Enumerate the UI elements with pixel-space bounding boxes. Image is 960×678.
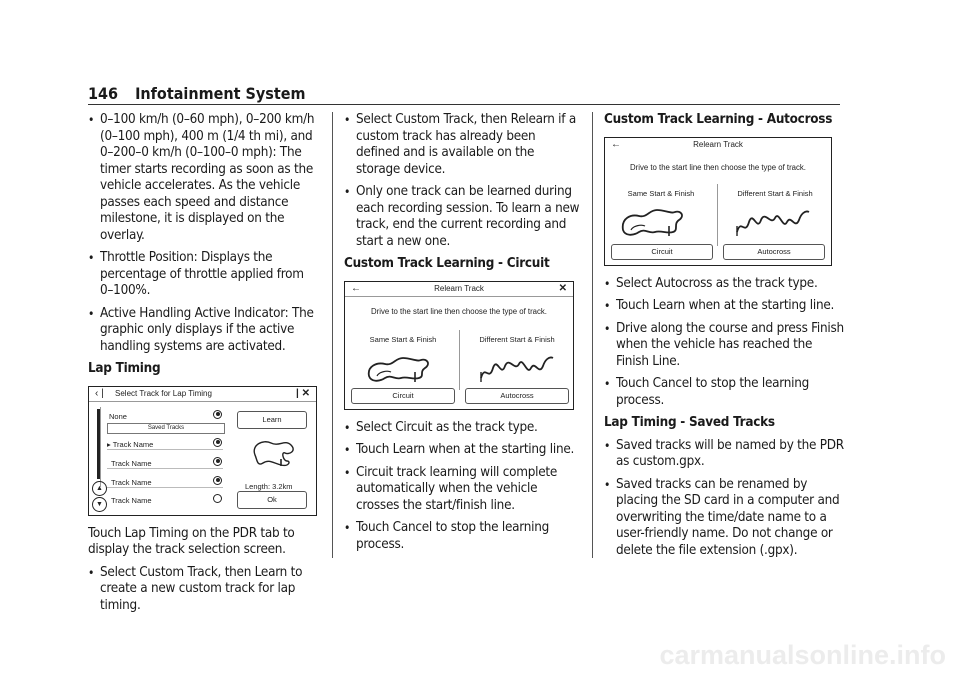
none-option[interactable]: None — [109, 411, 127, 421]
back-arrow-icon[interactable]: ‹ | — [95, 387, 104, 399]
bullet: • Touch Cancel to stop the learning process. — [604, 376, 844, 409]
scroll-up-icon[interactable]: ▲ — [92, 481, 107, 496]
circuit-button[interactable]: Circuit — [611, 244, 713, 260]
bullet: • Saved tracks can be renamed by placing the SD card in a computer and overwriting the time/date name to a user-friendly name. Do not change or delete the file extension (.gpx). — [604, 477, 844, 560]
divider — [107, 449, 223, 450]
bullet: • Saved tracks will be named by the PDR as custom.gpx. — [604, 438, 844, 471]
screen-title: Relearn Track — [434, 283, 484, 293]
ok-button[interactable]: Ok — [237, 491, 307, 509]
circuit-track-icon — [619, 204, 691, 240]
close-icon[interactable]: | ✕ — [296, 387, 310, 399]
screen-title-bar — [89, 387, 316, 402]
learn-button[interactable]: Learn — [237, 411, 307, 429]
screen-title-bar — [345, 282, 573, 297]
bullet: • 0–100 km/h (0–60 mph), 0–200 km/h (0–100 mph), 400 m (1/4 th mi), and 0–200–0 km/h (0–100–0 mph): The timer starts recording as soon as the vehicle accelerates. As the vehicle passes each speed and distance milestone, it is displayed on the overlay. — [88, 112, 320, 244]
divider — [107, 487, 223, 488]
bullet: • Touch Learn when at the starting line. — [604, 298, 844, 315]
bullet: • Throttle Position: Displays the percentage of throttle applied from 0–100%. — [88, 250, 320, 300]
bullet: • Drive along the course and press Finish when the vehicle has reached the Finish Line. — [604, 321, 844, 371]
screen-title: Relearn Track — [693, 139, 743, 149]
paragraph: Touch Lap Timing on the PDR tab to display the track selection screen. — [88, 525, 295, 557]
page-number: 146 — [88, 84, 119, 103]
autocross-button[interactable]: Autocross — [723, 244, 825, 260]
radio-track[interactable] — [213, 457, 222, 466]
column-2 — [344, 112, 580, 559]
track-option[interactable]: Track Name — [111, 477, 152, 487]
column-divider-1 — [332, 112, 333, 558]
section-title: Infotainment System — [135, 84, 306, 103]
track-length: Length: 3.2km — [245, 481, 293, 491]
divider — [107, 468, 223, 469]
bullet: • Circuit track learning will complete automatically when the vehicle crosses the start/finish line. — [344, 465, 580, 515]
option-divider — [459, 330, 460, 390]
track-option[interactable]: ▸ Track Name — [107, 439, 154, 449]
autocross-button[interactable]: Autocross — [465, 388, 569, 404]
different-start-finish-label: Different Start & Finish — [479, 334, 555, 344]
back-arrow-icon[interactable]: ← — [611, 138, 621, 150]
option-divider — [717, 184, 718, 246]
bullet: • Only one track can be learned during each recording session. To learn a new track, end the current recording and start a new one. — [344, 184, 580, 250]
bullet: • Touch Cancel to stop the learning process. — [344, 520, 580, 553]
same-start-finish-label: Same Start & Finish — [627, 188, 695, 198]
column-divider-2 — [592, 112, 593, 558]
radio-none[interactable] — [213, 410, 222, 419]
close-icon[interactable]: ✕ — [558, 282, 567, 294]
lap-timing-screen — [88, 386, 317, 516]
circuit-track-icon — [365, 352, 437, 384]
radio-track[interactable] — [213, 438, 222, 447]
instruction-text: Drive to the start line then choose the type of track. — [630, 162, 806, 172]
header-rule — [88, 104, 840, 105]
screen-title: Select Track for Lap Timing — [115, 388, 212, 398]
bullet: • Select Circuit as the track type. — [344, 420, 580, 437]
autocross-track-icon — [479, 352, 555, 384]
track-map-icon — [249, 435, 299, 469]
instruction-text: Drive to the start line then choose the type of track. — [371, 306, 547, 316]
page-header — [88, 84, 305, 103]
section-heading: Lap Timing — [88, 361, 161, 376]
relearn-track-screen-autocross — [604, 137, 832, 266]
back-arrow-icon[interactable]: ← — [351, 282, 361, 294]
column-3 — [604, 112, 844, 565]
different-start-finish-label: Different Start & Finish — [737, 188, 813, 198]
track-option[interactable]: Track Name — [111, 458, 152, 468]
section-heading: Lap Timing - Saved Tracks — [604, 415, 775, 430]
scrollbar-track — [100, 407, 101, 487]
bullet: • Select Custom Track, then Relearn if a custom track has already been defined and is available on the storage device. — [344, 112, 580, 178]
section-heading: Custom Track Learning - Circuit — [344, 256, 550, 271]
saved-tracks-label: Saved Tracks — [107, 423, 225, 434]
section-heading: Custom Track Learning - Autocross — [604, 112, 833, 127]
bullet: • Select Custom Track, then Learn to create a new custom track for lap timing. — [88, 565, 320, 615]
radio-track[interactable] — [213, 476, 222, 485]
bullet: • Active Handling Active Indicator: The graphic only displays if the active handling systems are activated. — [88, 306, 320, 356]
track-option[interactable]: Track Name — [111, 495, 152, 505]
radio-track[interactable] — [213, 494, 222, 503]
scroll-down-icon[interactable]: ▼ — [92, 497, 107, 512]
autocross-track-icon — [735, 204, 811, 238]
same-start-finish-label: Same Start & Finish — [369, 334, 437, 344]
bullet: • Touch Learn when at the starting line. — [344, 442, 580, 459]
bullet: • Select Autocross as the track type. — [604, 276, 844, 293]
circuit-button[interactable]: Circuit — [351, 388, 455, 404]
column-1 — [88, 112, 320, 620]
screen-title-bar — [605, 138, 831, 152]
watermark: carmanualsonline.info — [659, 640, 946, 670]
relearn-track-screen-circuit — [344, 281, 574, 410]
